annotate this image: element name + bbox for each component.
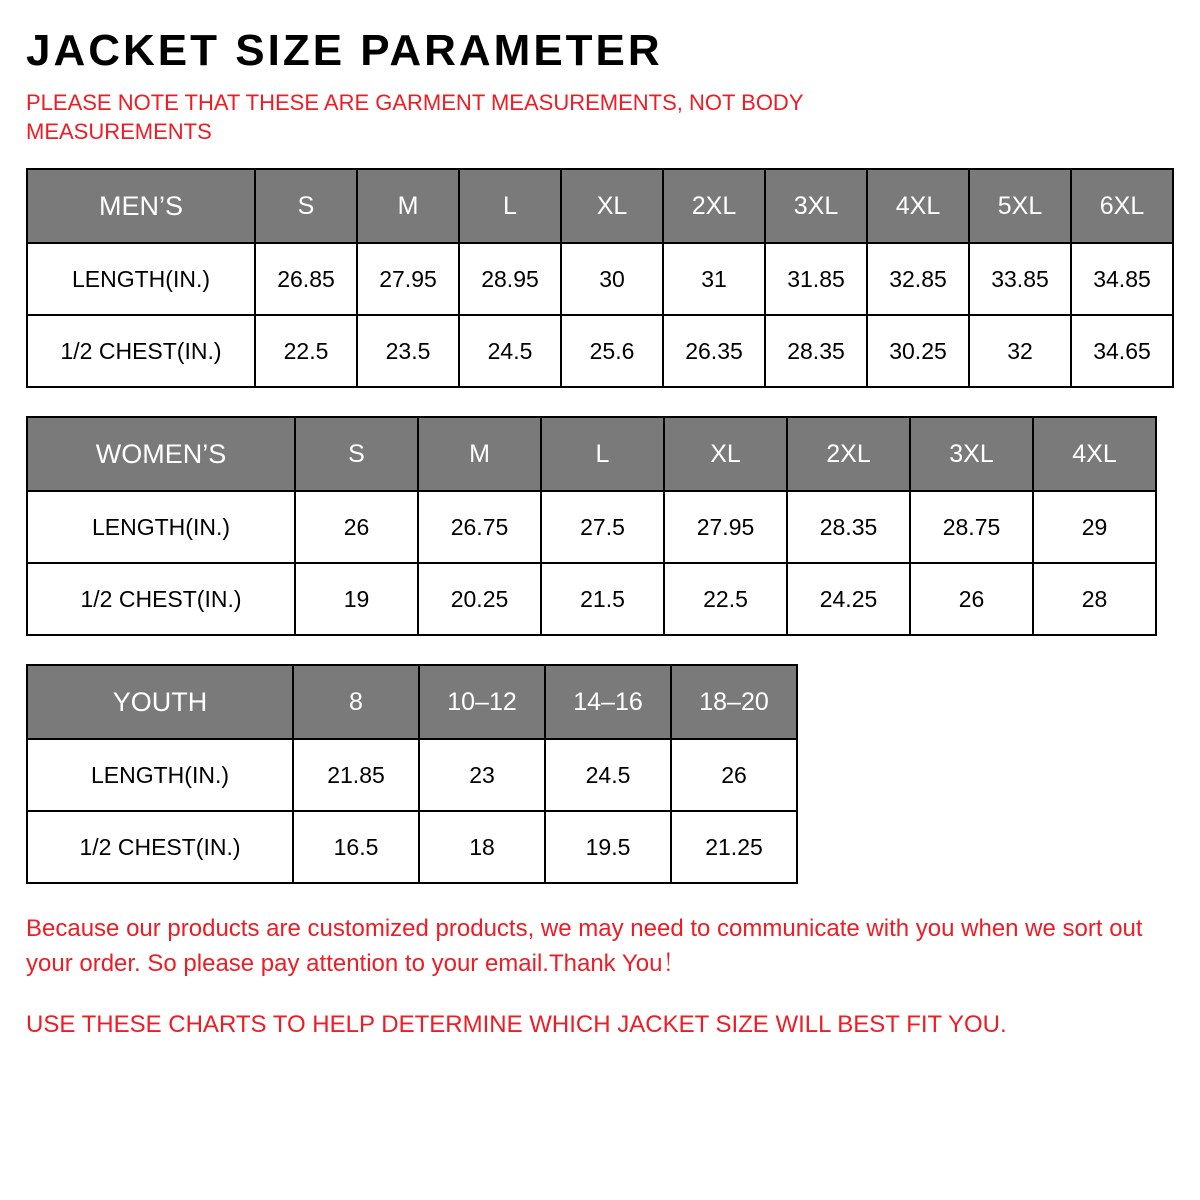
- table-cell: 28.35: [765, 315, 867, 387]
- chart-usage-notice: USE THESE CHARTS TO HELP DETERMINE WHICH JACKET SIZE WILL BEST FIT YOU.: [26, 1010, 1007, 1038]
- table-cell: 22.5: [255, 315, 357, 387]
- table-cell: 18: [419, 811, 545, 883]
- table-cell: 28.95: [459, 243, 561, 315]
- table-cell: 23.5: [357, 315, 459, 387]
- row-label: LENGTH(IN.): [27, 739, 293, 811]
- column-header: XL: [664, 417, 787, 491]
- column-header: 14–16: [545, 665, 671, 739]
- youth-size-table: [26, 664, 798, 884]
- row-label: 1/2 CHEST(IN.): [27, 811, 293, 883]
- table-cell: 24.25: [787, 563, 910, 635]
- table-cell: 28: [1033, 563, 1156, 635]
- row-label: LENGTH(IN.): [27, 491, 295, 563]
- table-header-row: [27, 665, 797, 739]
- table-cell: 29: [1033, 491, 1156, 563]
- column-header: 5XL: [969, 169, 1071, 243]
- table-cell: 33.85: [969, 243, 1071, 315]
- table-cell: 26.75: [418, 491, 541, 563]
- table-cell: 30.25: [867, 315, 969, 387]
- table-header-row: [27, 169, 1173, 243]
- table-cell: 19: [295, 563, 418, 635]
- table-cell: 21.5: [541, 563, 664, 635]
- column-header: L: [541, 417, 664, 491]
- column-header: L: [459, 169, 561, 243]
- table-cell: 19.5: [545, 811, 671, 883]
- table-cell: 26.35: [663, 315, 765, 387]
- table-cell: 16.5: [293, 811, 419, 883]
- table-cell: 21.25: [671, 811, 797, 883]
- table-cell: 23: [419, 739, 545, 811]
- column-header: S: [295, 417, 418, 491]
- table-cell: 27.95: [664, 491, 787, 563]
- page-title: JACKET SIZE PARAMETER: [26, 26, 663, 75]
- customization-notice: Because our products are customized products, we may need to communicate with you when we sort out your order. So please pay attention to your email.Thank You！: [26, 915, 1143, 978]
- column-header: 2XL: [663, 169, 765, 243]
- column-header: M: [418, 417, 541, 491]
- column-header: WOMEN’S: [27, 417, 295, 491]
- column-header: 18–20: [671, 665, 797, 739]
- column-header: S: [255, 169, 357, 243]
- table-row: [27, 243, 1173, 315]
- table-cell: 30: [561, 243, 663, 315]
- column-header: M: [357, 169, 459, 243]
- table-cell: 25.6: [561, 315, 663, 387]
- mens-size-table: [26, 168, 1174, 388]
- table-cell: 26: [910, 563, 1033, 635]
- column-header: YOUTH: [27, 665, 293, 739]
- table-cell: 26: [295, 491, 418, 563]
- column-header: 8: [293, 665, 419, 739]
- table-cell: 32.85: [867, 243, 969, 315]
- table-row: [27, 315, 1173, 387]
- column-header: XL: [561, 169, 663, 243]
- table-row: [27, 563, 1156, 635]
- table-cell: 26: [671, 739, 797, 811]
- column-header: 6XL: [1071, 169, 1173, 243]
- column-header: 2XL: [787, 417, 910, 491]
- row-label: 1/2 CHEST(IN.): [27, 315, 255, 387]
- measurement-note: PLEASE NOTE THAT THESE ARE GARMENT MEASUREMENTS, NOT BODY MEASUREMENTS: [26, 90, 804, 145]
- table-row: [27, 491, 1156, 563]
- table-cell: 31.85: [765, 243, 867, 315]
- column-header: 10–12: [419, 665, 545, 739]
- table-row: [27, 811, 797, 883]
- table-cell: 21.85: [293, 739, 419, 811]
- table-cell: 26.85: [255, 243, 357, 315]
- column-header: 4XL: [867, 169, 969, 243]
- table-cell: 34.85: [1071, 243, 1173, 315]
- table-cell: 20.25: [418, 563, 541, 635]
- table-cell: 32: [969, 315, 1071, 387]
- table-row: [27, 739, 797, 811]
- table-header-row: [27, 417, 1156, 491]
- womens-size-table: [26, 416, 1157, 636]
- table-cell: 27.5: [541, 491, 664, 563]
- column-header: 3XL: [765, 169, 867, 243]
- column-header: 3XL: [910, 417, 1033, 491]
- table-cell: 34.65: [1071, 315, 1173, 387]
- table-cell: 31: [663, 243, 765, 315]
- table-cell: 27.95: [357, 243, 459, 315]
- column-header: MEN’S: [27, 169, 255, 243]
- table-cell: 28.75: [910, 491, 1033, 563]
- table-cell: 22.5: [664, 563, 787, 635]
- row-label: LENGTH(IN.): [27, 243, 255, 315]
- table-cell: 24.5: [545, 739, 671, 811]
- column-header: 4XL: [1033, 417, 1156, 491]
- row-label: 1/2 CHEST(IN.): [27, 563, 295, 635]
- table-cell: 24.5: [459, 315, 561, 387]
- table-cell: 28.35: [787, 491, 910, 563]
